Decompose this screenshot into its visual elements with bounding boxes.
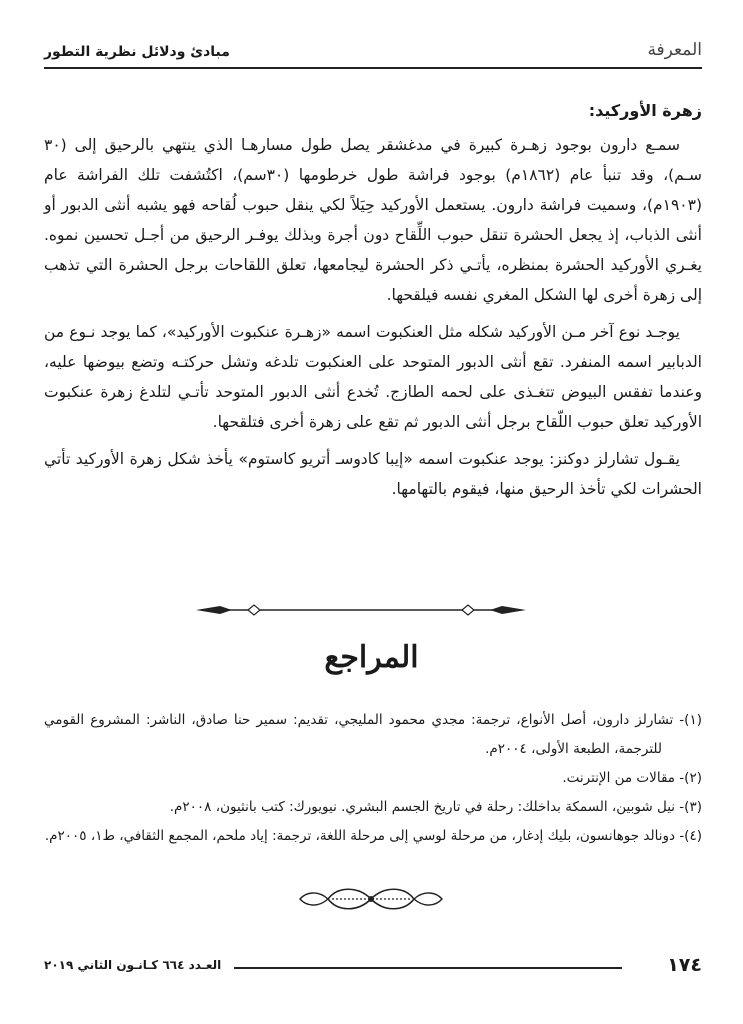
magazine-logo: المعرفة	[647, 40, 702, 60]
reference-item: (١)- تشارلز دارون، أصل الأنواع، ترجمة: مجدي محمود المليجي، تقديم: سمير حنا صادق، الناشر: المشروع القومي للترجمة، الطبعة الأولى، ٢٠٠٤م.	[44, 712, 702, 757]
references-list	[44, 706, 702, 851]
footer-rule	[234, 967, 622, 969]
reference-item: (٢)- مقالات من الإنترنت.	[562, 770, 702, 786]
page-number: ١٧٤	[667, 954, 702, 976]
running-header-title: مبادئ ودلائل نظرية التطور	[44, 44, 230, 60]
header-rule	[44, 67, 702, 69]
paragraph: سمـع دارون بوجود زهـرة كبيرة في مدغشقر يصل طول مسارهـا الذي ينتهي بالرحيق إلى (٣٠ سـم)، وقد تنبأ عام (١٨٦٢م) بوجود فراشة طول خرطومها (٣٠سم)، اكتُشفت تلك الفراشة عام (١٩٠٣م)، وسميت فراشة دارون. يستعمل الأوركيد حِيَلاً لكي ينقل حبوب لُقاحه فهو يشبه أنثى الدبور أو أنثى الذباب، إذ يجعل الحشرة تنقل حبوب اللِّقاح دون أجرة وبذلك يوفـر الرحيق من أجـل تحسين نموه. يغـري الأوركيد الحشرة بمنظره، يأتـي ذكر الحشرة ليجامعها، تعلق اللقاحات برجل الحشرة التي تذهب إلى زهرة أخرى لها الشكل المغري نفسه فيلقحها.	[44, 136, 702, 304]
paragraph: يقـول تشارلز دوكنز: يوجد عنكبوت اسمه «إيبا كادوسـ أتريو كاستوم» يأخذ شكل زهرة الأوركيد تأتي الحشرات لكي تأخذ الرحيق منها، فيقوم بالتهامها.	[44, 450, 702, 498]
issue-label: العـدد ٦٦٤ كـانـون الثاني ٢٠١٩	[44, 958, 222, 972]
section-divider-ornament	[196, 600, 526, 620]
section-heading: زهرة الأوركيد:	[588, 101, 702, 120]
running-footer	[44, 956, 702, 980]
references-title: المراجع	[324, 640, 419, 675]
paragraph: يوجـد نوع آخر مـن الأوركيد شكله مثل العنكبوت اسمه «زهـرة عنكبوت الأوركيد»، كما يوجد نـوع من الدبابير اسمه المنفرد. تقع أنثى الدبور المتوحد على العنكبوت تلدغه وتشل حركتـه وتضع بيوضها عليه، وعندما تفقس البيوض تتغـذى على لحمه الطازج. تُخدع أنثى الدبور المتوحد تأتـي لتلدغ زهرة عنكبوت الأوركيد تعلق حبوب اللّقاح برجل أنثى الدبور ثم تقع على زهرة أخرى فتلقحها.	[44, 323, 702, 431]
end-ornament	[298, 882, 444, 916]
reference-item: (٣)- نيل شوبين، السمكة بداخلك: رحلة في تاريخ الجسم البشري. نيويورك: كتب بانثيون، ٢٠٠٨م.	[169, 799, 702, 815]
reference-item: (٤)- دونالد جوهانسون، بليك إدغار، من مرحلة لوسي إلى مرحلة اللغة، ترجمة: إياد ملحم، المجمع الثقافي، ط١، ٢٠٠٥م.	[44, 828, 702, 844]
article-body	[44, 98, 702, 511]
running-header	[44, 40, 702, 70]
